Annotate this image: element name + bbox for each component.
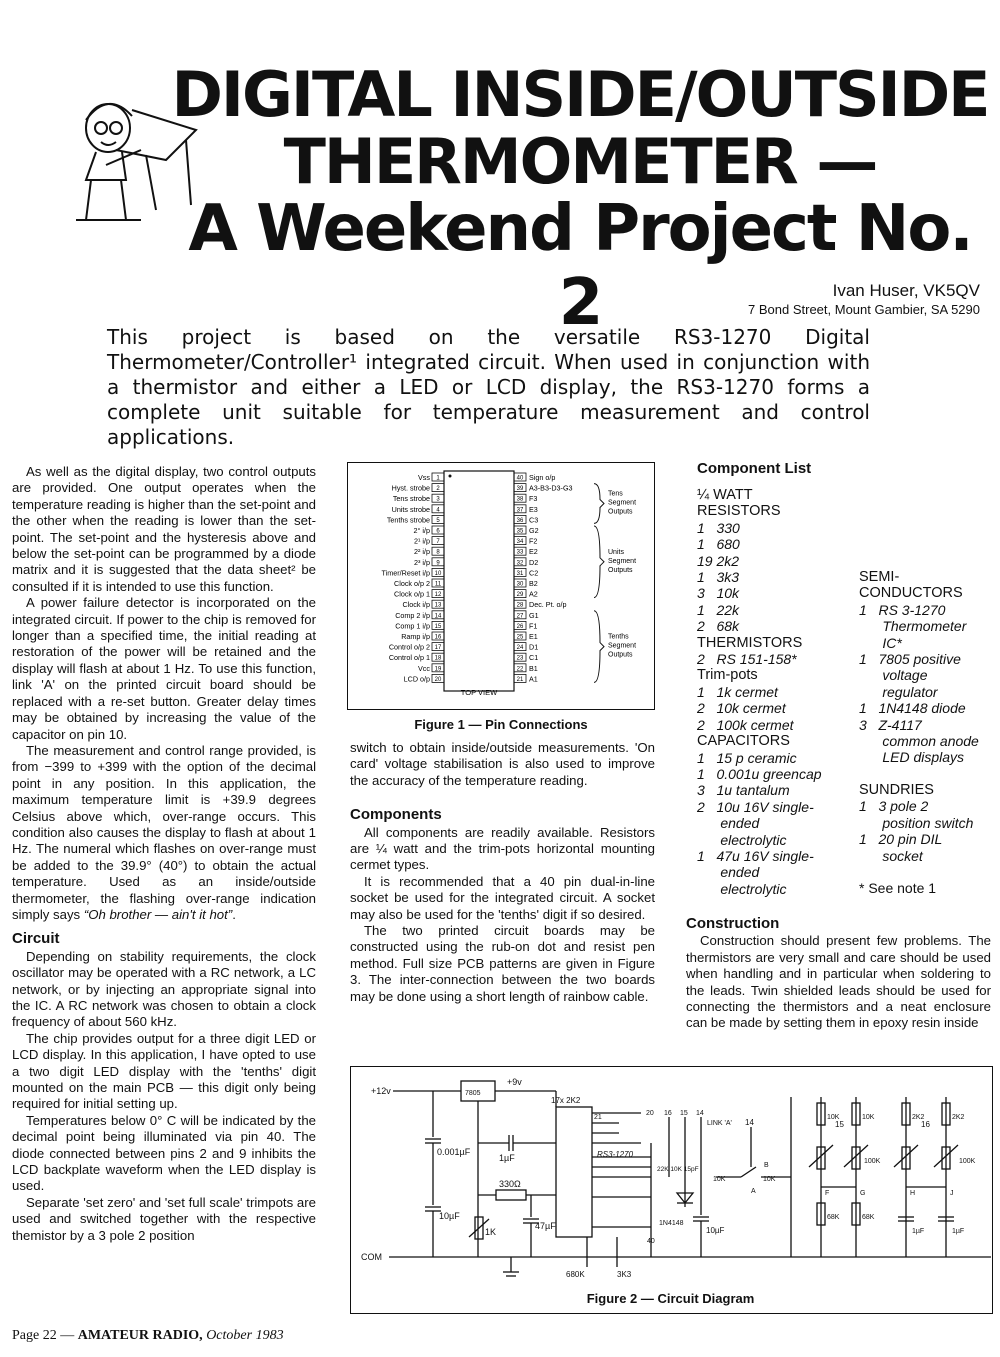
component-list-row: 2 10u 16V single- [697,798,814,815]
group-label: Segment [608,642,637,650]
figure-1-pin-diagram [347,462,655,710]
section-heading-circuit: Circuit [12,930,60,948]
label-pin14: 14 [696,1110,704,1117]
pin-number: 31 [516,570,524,577]
column-2 [350,740,655,1005]
pin-number: 34 [516,539,524,546]
pin-label: Vcc [418,663,430,673]
label-r10k-a: 10K [827,1114,840,1121]
component-list-row: ended [697,864,760,881]
group-label: Outputs [608,566,633,574]
pin-number: 11 [434,581,442,588]
pin-label: Units strobe [391,504,430,514]
pin-number: 15 [434,623,442,630]
component-list-row: 3 Z-4117 [859,716,922,733]
label-r680k: 680K [566,1270,585,1279]
pin-label: D1 [529,642,539,652]
paragraph: The two printed circuit boards may be constructed using the rub-on dot and resist pen method. Full size PCB patterns are given in Figure 3. The inter-connection between the two boards may be done using a short length of rainbow cable. [350,923,655,1004]
pin-number: 28 [516,602,524,609]
component-list-row: SUNDRIES [859,781,934,798]
section-heading-construction: Construction [686,915,780,932]
paragraph: Depending on stability requirements, the clock oscillator may be operated with a RC network, a LC network, or by injecting an appropriate signal into the IC. A RC network was chosen to obtain a clock frequency of about 560 kHz. [12,948,316,1030]
label-c001: 0.001µF [437,1147,471,1157]
component-list-row [859,864,999,880]
pin-number: 13 [434,602,442,609]
component-list-row: 2 10k cermet [697,700,786,717]
chip-outline [444,471,514,691]
title-line-2: THERMOMETER — [283,125,877,198]
pin-number: 30 [516,581,524,588]
pin-number: 14 [434,613,442,620]
pin-number: 5 [436,517,440,524]
label-regulator: 7805 [465,1090,481,1097]
component-list-row: 2 RS 151-158* [697,651,797,668]
component-list-row: 1 680 [697,536,740,553]
component-list-right [859,569,999,896]
component-list-row: LED displays [859,749,965,766]
pin-label: Dec. Pt. o/p [529,600,567,610]
label-9v: +9v [507,1077,522,1087]
pin-label: LCD o/p [403,674,430,684]
component-list-row: 1 1k cermet [697,683,778,700]
pin-number: 35 [516,528,524,535]
label-c10uf-2: 10µF [706,1226,725,1235]
group-label: Outputs [608,508,633,516]
label-switch-15: 15 [835,1120,844,1129]
bracket [594,484,604,524]
component-list-heading: Component List [697,460,812,477]
label-switch-f: F [825,1190,830,1197]
figure-2-caption: Figure 2 — Circuit Diagram [586,1291,755,1306]
intro-paragraph: This project is based on the versatile RS3-1270 Digital Thermometer/Controller¹ integrated circuit. When used in conjunction with a thermistor and either a LED or LCD display, the RS3-1270 forms a complete unit suitable for temperature measurement and control applications. [107,325,870,449]
pin-label: Sign o/p [529,473,556,482]
pin-label: Clock i/p [402,600,430,610]
label-com: COM [361,1252,382,1262]
group-label: Outputs [608,651,633,659]
section-heading-components: Components [350,806,442,824]
component-list-row: RESISTORS [697,503,781,520]
pin-label: F3 [529,494,538,504]
pin-number: 17 [434,645,442,652]
label-pot1k: 1K [485,1227,497,1237]
pin-label: F2 [529,536,538,546]
pin-number: 3 [436,496,440,503]
pin-label: G2 [529,526,539,535]
label-r2k2-a: 2K2 [912,1114,925,1121]
component-list-left [697,487,867,897]
figure-1-caption: Figure 1 — Pin Connections [414,717,588,732]
paragraph: All components are readily available. Resistors are ¼ watt and the trim-pots horizontal mounting cermet types. [350,824,655,873]
pin-number: 1 [436,475,440,482]
component-list-row: 2 100k cermet [697,716,794,733]
group-label: Tenths [608,633,629,641]
pin-label: Ramp i/p [401,632,430,641]
component-list-row: IC* [859,634,902,651]
pin-label: A3-B3-D3-G3 [529,483,573,493]
pin-label: Clock o/p 2 [394,579,430,588]
pin-number: 26 [516,623,524,630]
label-c1uf-a: 1µF [912,1228,925,1235]
pin-label: Vss [418,473,430,482]
component-list-row: socket [859,847,923,864]
pin-number: 18 [434,655,442,662]
component-list-row: 1 47u 16V single- [697,847,814,864]
component-list-row: common anode [859,733,979,750]
label-link-a: LINK 'A' [707,1120,732,1127]
top-view-label: TOP VIEW [460,688,498,697]
column-3 [686,915,991,1032]
component-list-row: 1 0.001u greencap [697,765,822,782]
pin-number: 7 [436,539,440,546]
label-c47uf: 47µF [535,1221,556,1231]
bracket [594,526,604,598]
pin-label: Clock o/p 1 [394,589,430,599]
pin-number: 33 [516,549,524,556]
label-pin20: 20 [646,1110,654,1117]
label-diode: 1N4148 [659,1220,684,1227]
component-list-row: 1 3 pole 2 [859,798,929,815]
component-list-row: regulator [859,683,938,700]
label-pin40: 40 [647,1238,655,1245]
pin-number: 38 [516,496,524,503]
paragraph: A power failure detector is incorporated on the integrated circuit. If power to the chip is removed for longer than a specified time, the initial reading at restoration of the power will be retained and the display will flash at about 1 Hz. To use this function, link 'A' on the printed circuit board should be replaced with a re-set button. Greater delay times may be obtained by increasing the value of the capacitor on pin 10. [12,595,316,742]
paragraph: Separate 'set zero' and 'set full scale' trimpots are used and switched together with the respective themistor by a 3 pole 2 position [12,1194,316,1243]
pin-number: 32 [516,560,524,567]
label-c10uf: 10µF [439,1211,460,1221]
label-12v: +12v [371,1086,391,1096]
pin-number: 36 [516,517,524,524]
pin-label: E1 [529,632,538,641]
component-list-row [859,766,999,782]
pin-number: 37 [516,507,524,514]
page-footer: Page 22 — AMATEUR RADIO, October 1983 [12,1328,284,1343]
component-list-row: position switch [859,814,974,831]
pin-label: A2 [529,589,538,599]
pin-label: A1 [529,674,538,684]
pin-label: Control o/p 2 [388,642,430,652]
label-r100k-b: 100K [959,1158,976,1165]
component-list-row: 1 15 p ceramic [697,749,797,766]
pin-number: 29 [516,592,524,599]
column-1 [12,464,316,1244]
pin-label: B2 [529,579,538,588]
pin-label: G1 [529,610,539,620]
group-label: Segment [608,499,637,507]
label-r3k3: 3K3 [617,1270,632,1279]
pin-number: 8 [436,549,440,556]
component-list-row: 2 68k [697,618,740,635]
pin-number: 4 [436,507,440,514]
pin-label: 2³ i/p [414,557,430,567]
component-list-row: 3 1u tantalum [697,782,790,799]
pin-label: Control o/p 1 [388,653,430,663]
label-r68k-b: 68K [862,1214,875,1221]
pin-label: Tens strobe [392,494,430,504]
label-switch-14: 14 [745,1118,754,1127]
pin-label: Comp 2 i/p [395,610,430,620]
pin-number: 20 [434,676,442,683]
pin-label: C2 [529,568,539,578]
pin-number: 39 [516,486,524,493]
label-r100k-a: 100K [864,1158,881,1165]
pin-label: 2² i/p [414,547,430,557]
group-label: Segment [608,557,637,565]
component-list-row: ended [697,815,760,832]
paragraph: The chip provides output for a three digit LED or LCD display. In this application, I have opted to use a two digit LED display with the 'tenths' digit mounted on the main PCB — this digit only being required for initial setting up. [12,1030,316,1112]
label-c1uf: 1µF [499,1153,515,1163]
component-list-row: SEMI- [859,569,900,585]
pin-label: B1 [529,663,538,673]
label-switch-g: G [860,1190,866,1197]
pin-label: Tenths strobe [386,515,430,525]
component-list-row: Thermometer [859,618,967,635]
component-list-row: 1 20 pin DIL [859,831,943,848]
label-switch-b: B [764,1162,769,1169]
label-switch-h: H [910,1190,916,1197]
component-list-row: CAPACITORS [697,733,790,750]
group-label: Units [608,548,624,556]
title-line-1: DIGITAL INSIDE/OUTSIDE [171,58,989,131]
component-list-row: ¼ WATT [697,487,753,503]
component-list-row: 1 RS 3-1270 [859,601,946,618]
pin-number: 23 [516,655,524,662]
label-pin15: 15 [680,1110,688,1117]
paragraph: Construction should present few problems. The thermistors are very small and care should be used when handling and in particular when soldering to the leads. Twin shielded leads should be used for connecting the thermistors and a neat enclosure can be made by setting them in epoxy resin inside [686,933,991,1031]
pin-number: 40 [516,475,524,482]
label-resistor-array: 17x 2K2 [551,1096,581,1105]
paragraph: Temperatures below 0° C will be indicated by the decimal point being illuminated via pin 40. The diode connected between pins 2 and 9 inhibits the LCD backplate waveform when the LED display is used. [12,1112,316,1194]
pin-number: 6 [436,528,440,535]
title-line-3: A Weekend Project No. 2 [188,192,972,340]
pin-label: F1 [529,621,538,631]
label-pin21: 21 [594,1114,602,1121]
label-ic: RS3-1270 [597,1150,634,1159]
pin-number: 27 [516,613,524,620]
component-list-row: * See note 1 [859,879,937,896]
pin-label: 2¹ i/p [414,536,430,546]
label-switch-a: A [751,1188,756,1195]
label-c1uf-b: 1µF [952,1228,965,1235]
label-r2k2-b: 2K2 [952,1114,965,1121]
pin-number: 12 [434,592,442,599]
pin-label: C3 [529,515,539,525]
pin-number: 22 [516,666,524,673]
component-list-row: THERMISTORS [697,634,803,651]
figure-2-circuit-diagram [350,1066,993,1314]
component-list-row: voltage [859,667,928,684]
label-r10k-b: 10K [862,1114,875,1121]
paragraph: The measurement and control range provided, is from −399 to +399 with the option of the decimal point in any position. In this application, the maximum temperature limit is +39.9 degrees Celsius above which, over-range occurs. This condition also causes the display to flash at about 1 Hz. The numeral which flashes on over-range must be added to the 39.9° (40°) to obtain the actual temperature. Used as an inside/outside thermometer, the flashing over-range indication simply says “Oh brother — ain't it hot”. [12,742,316,922]
component-list-row: 1 3k3 [697,569,740,586]
pin-label: D2 [529,557,539,567]
pin-label: Hyst. strobe [391,483,430,493]
pin-number: 21 [516,676,524,683]
pin-label: E2 [529,547,538,557]
pin-number: 25 [516,634,524,641]
paragraph: It is recommended that a 40 pin dual-in-line socket be used for the integrated circuit. A socket may also be used for the 'tenths' digit if so desired. [350,873,655,922]
address: 7 Bond Street, Mount Gambier, SA 5290 [748,302,980,317]
pin-number: 19 [434,666,442,673]
pin-label: 2° i/p [413,526,430,535]
pin-label: Comp 1 i/p [395,621,430,631]
pin-number: 24 [516,645,524,652]
component-list-row: 1 330 [697,519,740,536]
pin-number: 9 [436,560,440,567]
component-list-row: electrolytic [697,880,787,897]
component-list-row: Trim-pots [697,667,758,684]
paragraph: As well as the digital display, two control outputs are provided. One output operates when the temperature reading is higher than the set-point and the other when the reading is lower than the set-point. The set-point and the hysteresis above and below the set-point can be programmed by a diode matrix and it is suggested that the data sheet² be consulted if it is intended to use this function. [12,464,316,594]
group-label: Tens [608,490,623,498]
component-list-row: 1 1N4148 diode [859,700,966,717]
label-r10k-2: 10K [763,1176,776,1183]
component-list-row: 1 22k [697,601,740,618]
label-r68k-a: 68K [827,1214,840,1221]
label-rc: 22K 10K 15pF [657,1166,699,1173]
author: Ivan Huser, VK5QV [832,281,980,300]
label-r330: 330Ω [499,1179,521,1189]
pin-number: 2 [436,486,440,493]
pin-label: E3 [529,504,538,514]
pin-number: 10 [434,570,442,577]
paragraph: switch to obtain inside/outside measurements. 'On card' voltage stabilisation is also used to improve the accuracy of the temperature reading. [350,740,655,788]
label-r10k-1: 10K [713,1176,726,1183]
label-pin16: 16 [664,1110,672,1117]
pin-label: C1 [529,653,539,663]
component-list-row: 1 7805 positive [859,651,961,668]
label-switch-j: J [950,1190,954,1197]
bracket [594,611,604,683]
pin1-dot [449,475,452,478]
component-list-row: electrolytic [697,831,787,848]
component-list-row: CONDUCTORS [859,585,963,602]
pin-label: Timer/Reset i/p [381,568,430,578]
label-switch-16: 16 [921,1120,930,1129]
component-list-row: 19 2k2 [697,552,740,569]
pin-number: 16 [434,634,442,641]
component-list-row: 3 10k [697,585,740,602]
